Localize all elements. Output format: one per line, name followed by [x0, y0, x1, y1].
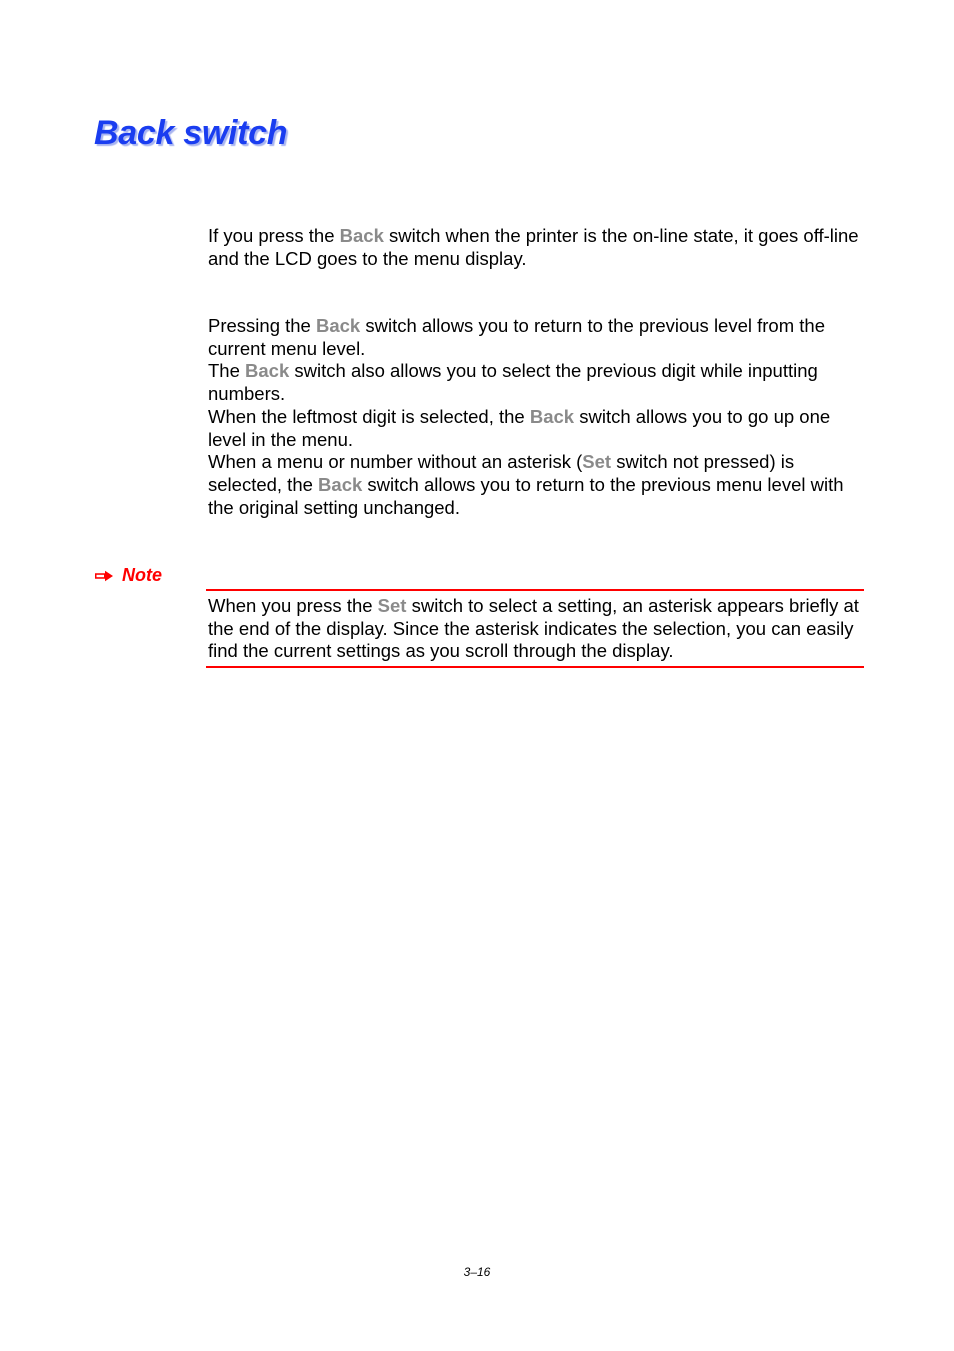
intro-text-end: switch when the printer is the on-line state, it goes off-line and the LCD goes to the menu display. [208, 225, 859, 269]
details-line-4-end: switch allows you to return to the previous menu level with the original setting unchanged. [208, 473, 844, 518]
details-line-4-start: When a menu or number without an asterisk ( [208, 451, 583, 473]
intro-paragraph [208, 225, 862, 270]
note-label: Note [122, 565, 162, 585]
back-keyword: Back [318, 473, 363, 495]
details-line-3-start: When the leftmost digit is selected, the [208, 405, 530, 427]
details-line-3 [208, 406, 862, 451]
details-paragraph [208, 315, 862, 519]
details-line-1 [208, 315, 862, 360]
back-keyword: Back [529, 405, 575, 427]
details-line-2-start: The [208, 360, 246, 382]
page-number: 3–16 [463, 1265, 491, 1279]
set-keyword: Set [582, 451, 612, 473]
back-keyword: Back [315, 315, 361, 336]
details-line-4-middle: switch not pressed) is selected, the [208, 451, 795, 495]
set-keyword: Set [377, 595, 407, 616]
details-line-1-start: Pressing the [208, 315, 316, 336]
details-line-4 [208, 451, 862, 519]
back-keyword: Back [339, 225, 384, 246]
details-line-2-end: switch also allows you to select the previous digit while inputting numbers. [208, 360, 818, 405]
note-heading [94, 565, 162, 586]
details-line-3-end: switch allows you to go up one level in the menu. [208, 405, 831, 450]
note-box [206, 589, 864, 668]
back-keyword: Back [245, 360, 290, 382]
details-line-1-end: switch allows you to return to the previous level from the current menu level. [208, 315, 825, 359]
pencil-arrow-icon [94, 570, 114, 582]
intro-text-start: If you press the [208, 225, 340, 246]
page-title: Back switch [94, 114, 288, 152]
details-line-2 [208, 360, 862, 405]
note-text-end: switch to select a setting, an asterisk appears briefly at the end of the display. Since the asterisk indicates the selection, you can easily find the current settings as you scroll through the display. [208, 595, 859, 662]
note-text-start: When you press the [208, 595, 378, 616]
